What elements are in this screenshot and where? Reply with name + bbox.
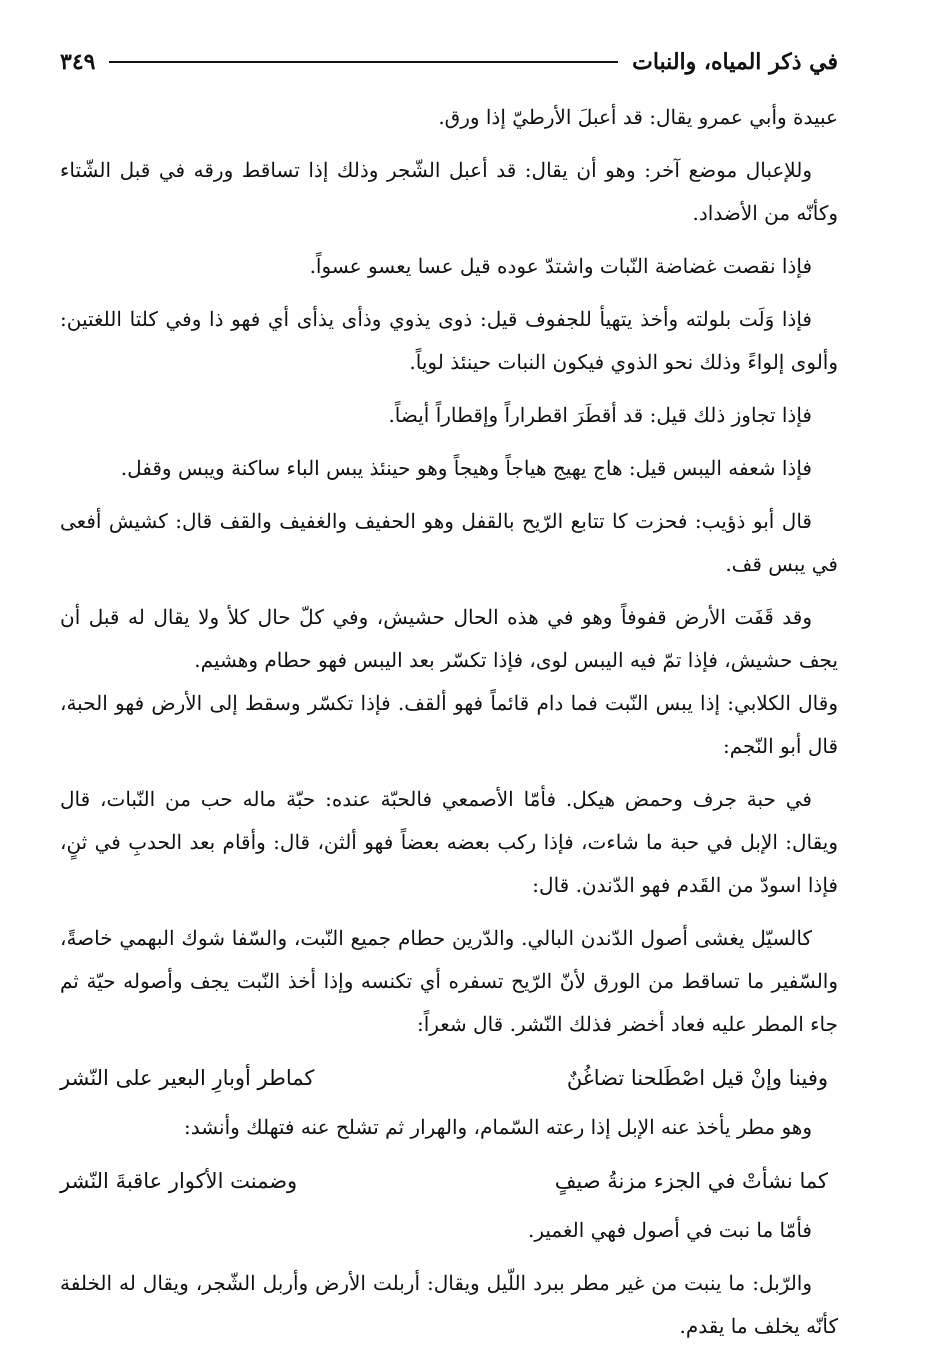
paragraph: وقال الكلابي: إذا يبس النّبت فما دام قائماً فهو ألقف. فإذا تكسّر وسقط إلى الأرض فهو الحبة، قال أبو النّجم: bbox=[60, 691, 838, 758]
paragraph: وللإعبال موضع آخر: وهو أن يقال: قد أعبل الشّجر وذلك إذا تساقط ورقه في قبل الشّتاء وكأنّه من الأضداد. bbox=[60, 158, 838, 225]
page-body bbox=[60, 96, 838, 1358]
verse-second-hemistich: وضمنت الأكوار عاقبةَ النّشر bbox=[60, 1169, 298, 1193]
page-number: ٣٤٩ bbox=[60, 49, 96, 75]
verse-line bbox=[60, 1159, 838, 1203]
verse-second-hemistich: كماطر أوبارِ البعير على النّشر bbox=[60, 1066, 315, 1090]
verse-line bbox=[60, 1056, 838, 1100]
running-title: في ذكر المياه، والنبات bbox=[632, 49, 838, 75]
verse-first-hemistich: كما نشأتْ في الجزء مزنةُ صيفٍ bbox=[554, 1169, 828, 1193]
paragraph: فأمّا ما نبت في أصول فهي الغمير. bbox=[527, 1218, 812, 1242]
paragraph: قال أبو ذؤيب: فحزت كا تتابع الرّيح بالقفل وهو الحفيف والغفيف والقف قال: كشيش أفعى في يبس قف. bbox=[60, 509, 838, 576]
verse-first-hemistich: وفينا وإنْ قيل اصْطَلحنا تضاغُنٌ bbox=[566, 1066, 828, 1090]
paragraph: عبيدة وأبي عمرو يقال: قد أعبلَ الأرطيّ إذا ورق. bbox=[438, 105, 838, 129]
paragraph: وهو مطر يأخذ عنه الإبل إذا رعته السّمام، والهرار ثم تشلح عنه فتهلك وأنشد: bbox=[183, 1115, 812, 1139]
paragraph: والرّبل: ما ينبت من غير مطر ببرد اللّيل ويقال: أربلت الأرض وأربل الشّجر، ويقال له الخلفة كأنّه يخلف ما يقدم. bbox=[60, 1271, 838, 1338]
paragraph: فإذا وَلَت بلولته وأخذ يتهيأ للجفوف قيل: ذوى يذوي وذأى يذأى أي فهو ذا وفي كلتا اللغتين: وألوى إلواءً وذلك نحو الذوي فيكون النبات حينئذ لوياً. bbox=[60, 307, 838, 374]
page-header bbox=[60, 42, 838, 82]
paragraph: فإذا شعفه اليبس قيل: هاج يهيج هياجاً وهيجاً وهو حينئذ يبس الباء ساكنة ويبس وقفل. bbox=[120, 456, 812, 480]
paragraph: فإذا نقصت غضاضة النّبات واشتدّ عوده قيل عسا يعسو عسواً. bbox=[309, 254, 812, 278]
paragraph: في حبة جرف وحمض هيكل. فأمّا الأصمعي فالحبّة عنده: حبّة ماله حب من النّبات، قال ويقال: الإبل في حبة ما شاءت، فإذا ركب بعضه بعضاً فهو ألثن، قال: وأقام بعد الحدبِ في ثنٍ، فإذا اسودّ من القَدم فهو الدّندن. قال: bbox=[60, 787, 838, 897]
paragraph: فإذا تجاوز ذلك قيل: قد أقطَرَ اقطراراً وإقطاراً أيضاً. bbox=[388, 403, 812, 427]
paragraph: كالسيّل يغشى أصول الدّندن البالي. والدّرين حطام جميع النّبت، والسّفا شوك البهمي خاصةً، والسّفير ما تساقط من الورق لأنّ الرّيح تسفره أي تكنسه وإذا أخذ النّبت يجف وأصوله حيّة ثم جاء المطر عليه فعاد أخضر فذلك النّشر. قال شعراً: bbox=[60, 926, 838, 1036]
paragraph: وقد قَفَت الأرض قفوفاً وهو في هذه الحال حشيش، وفي كلّ حال كلأ ولا يقال له قبل أن يجف حشيش، فإذا تمّ فيه اليبس لوى، فإذا تكسّر بعد اليبس فهو حطام وهشيم. bbox=[60, 605, 838, 672]
header-rule bbox=[109, 61, 618, 63]
